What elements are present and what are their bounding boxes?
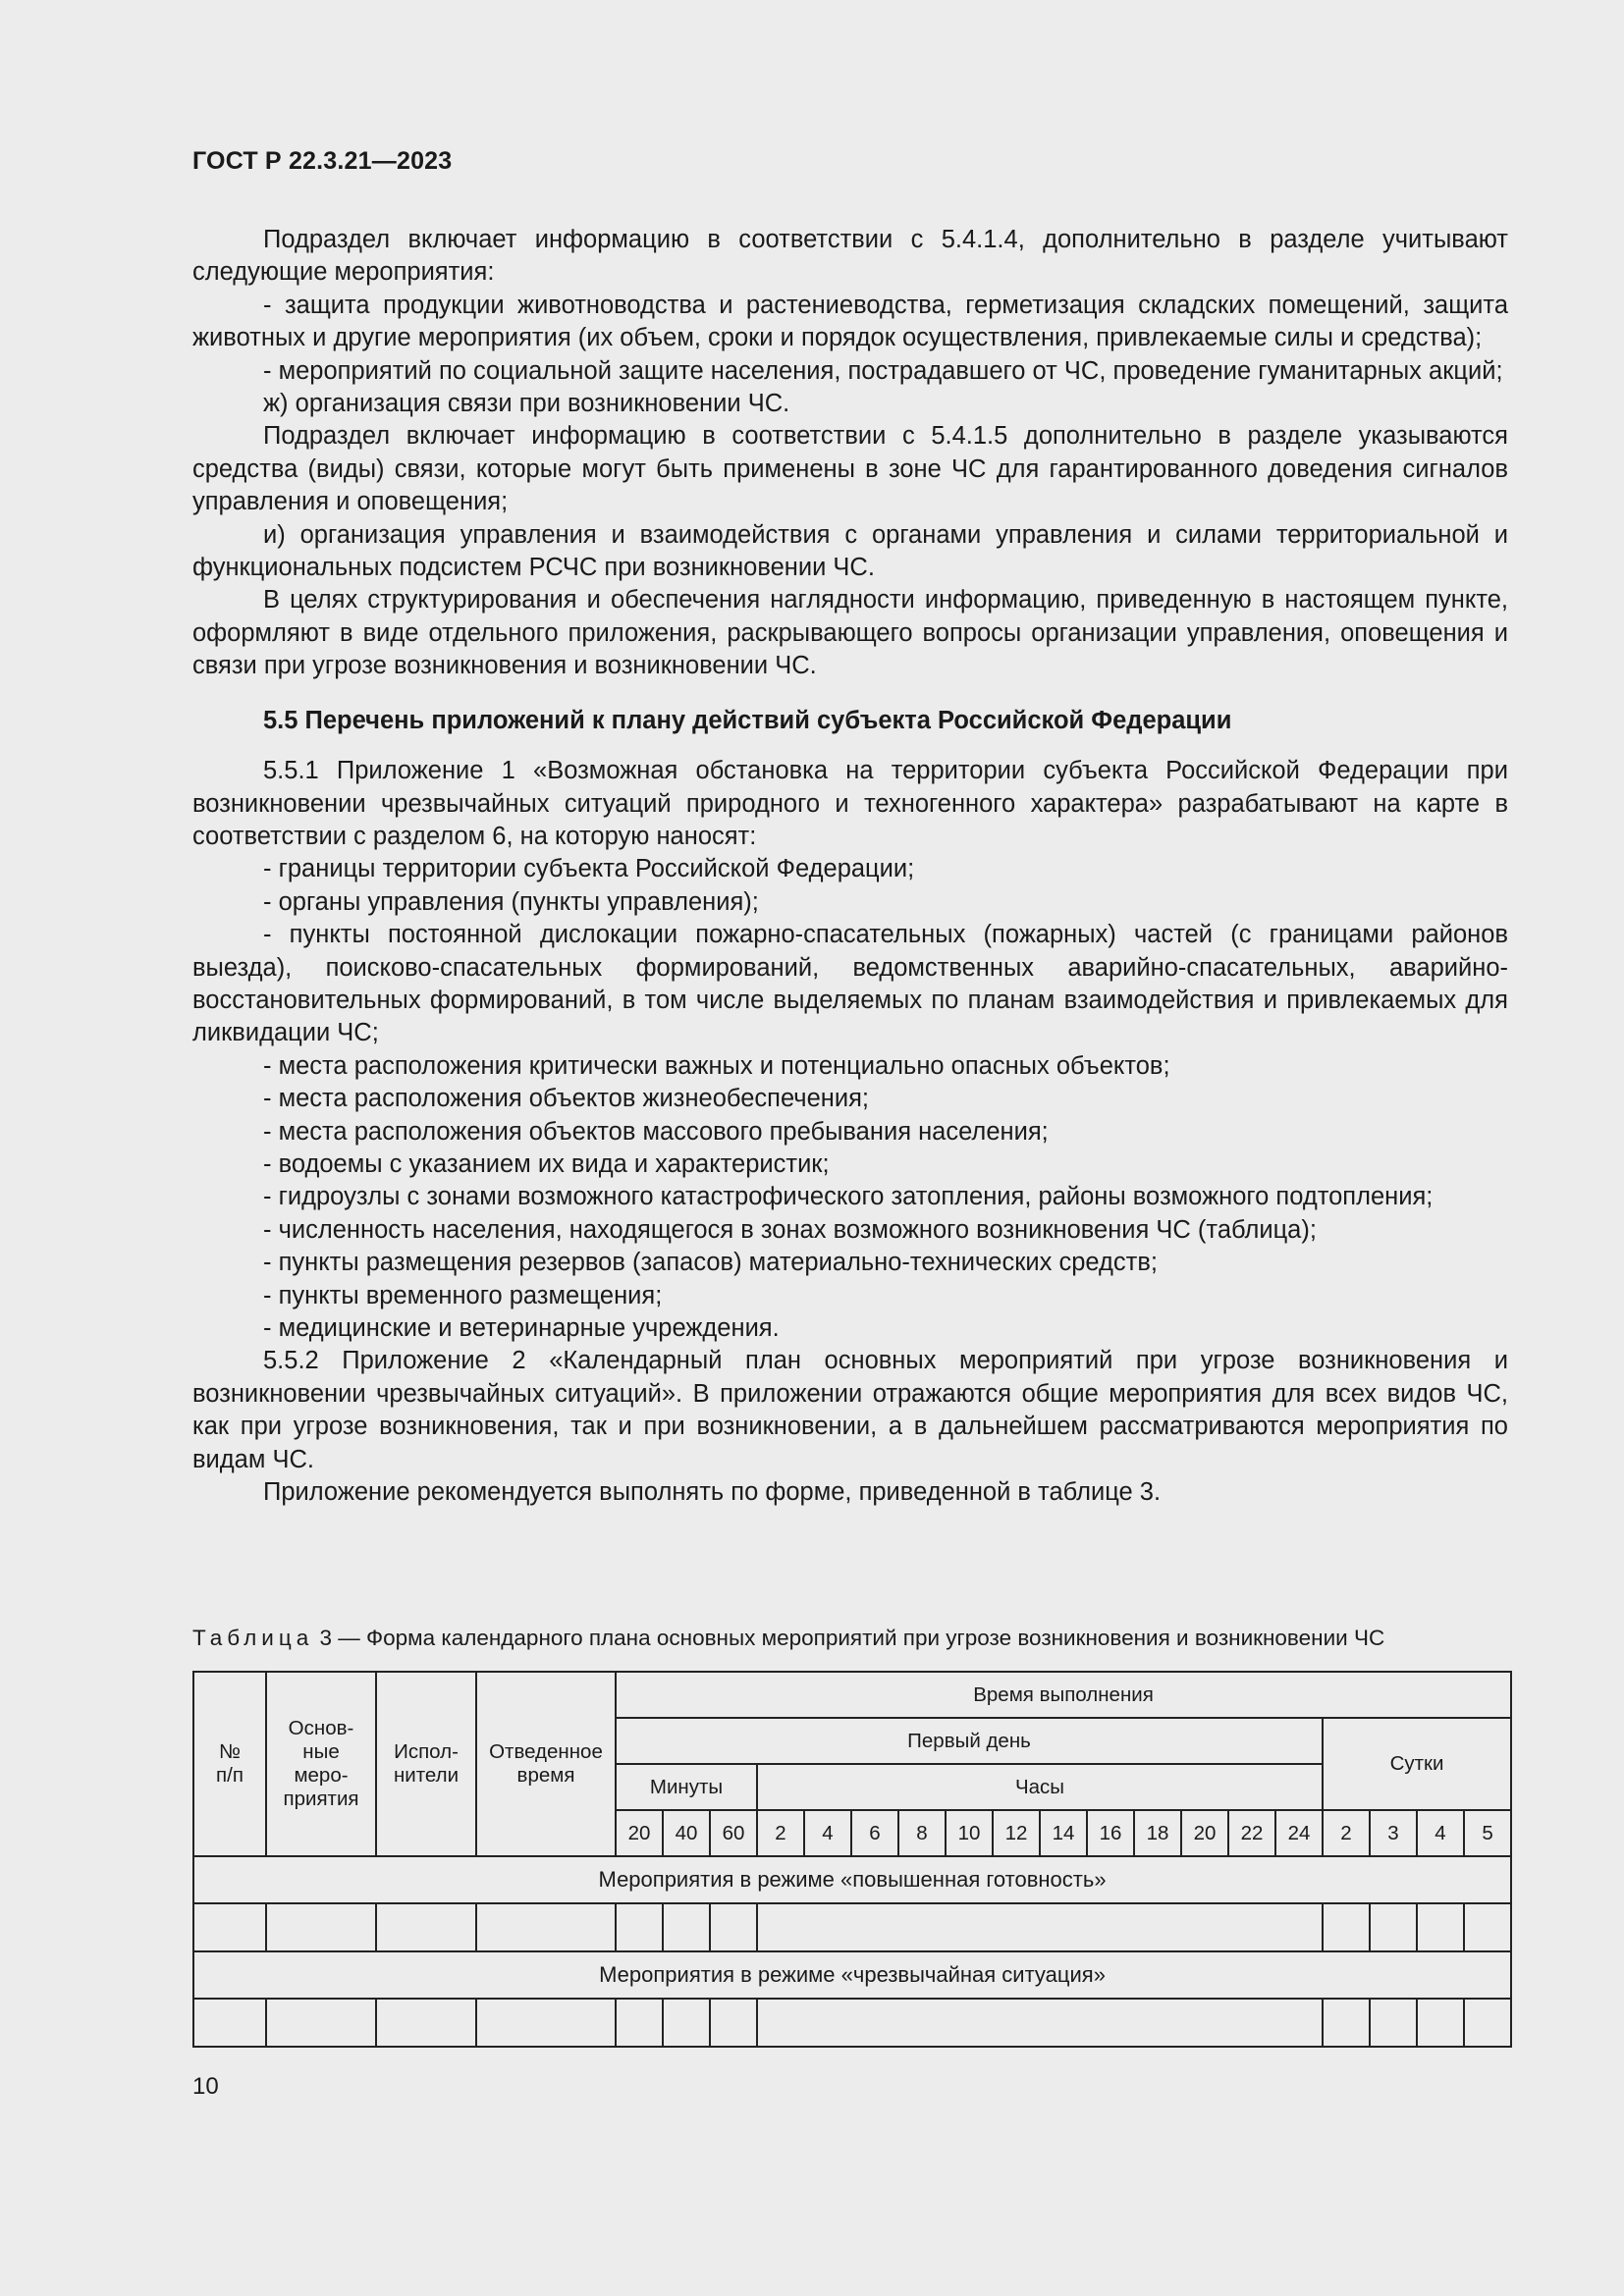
list-item: - места расположения объектов массового пребывания населения; xyxy=(263,1117,1049,1146)
paragraph: В целях структурирования и обеспечения наглядности информацию, приведенную в настоящем пункте, оформляют в виде отдельного приложения, раскрывающего вопросы организации управления, оповещения и связи при угрозе возникновения и возникновении ЧС. xyxy=(192,586,1508,680)
mode-row-emergency: Мероприятия в режиме «чрезвычайная ситуация» xyxy=(193,1951,1511,1999)
hour-cell: 20 xyxy=(1181,1810,1228,1856)
list-item: - места расположения объектов жизнеобеспечения; xyxy=(263,1085,869,1113)
list-item: - места расположения критически важных и потенциально опасных объектов; xyxy=(263,1051,1170,1080)
minute-cell: 20 xyxy=(616,1810,663,1856)
hour-cell: 10 xyxy=(946,1810,993,1856)
day-cell: 5 xyxy=(1464,1810,1511,1856)
header-col-allotted-time: Отведенное время xyxy=(476,1672,616,1856)
list-item: - пункты постоянной дислокации пожарно-спасательных (пожарных) частей (с границами районов выезда), поисково-спасательных формирований, ведомственных аварийно-спасательных, аварийно-восстановительных формирований, в том числе выделяемых по планам взаимодействия и привлекаемых для ликвидации ЧС; xyxy=(192,921,1508,1047)
paragraph: 5.5.1 Приложение 1 «Возможная обстановка на территории субъекта Российской Федерации при возникновении чрезвычайных ситуаций природного и техногенного характера» разрабатывают на карте в соответствии с разделом 6, на которую наносят: xyxy=(192,757,1508,850)
list-item: - защита продукции животноводства и растениеводства, герметизация складских помещений, защита животных и другие мероприятия (их объем, сроки и порядок осуществления, привлекаемые силы и средства); xyxy=(192,291,1508,352)
list-item: - медицинские и ветеринарные учреждения. xyxy=(263,1314,780,1342)
header-days: Сутки xyxy=(1323,1718,1511,1810)
minute-cell: 40 xyxy=(663,1810,710,1856)
header-hours: Часы xyxy=(757,1764,1323,1810)
list-item: и) организация управления и взаимодействия с органами управления и силами территориальной и функциональных подсистем РСЧС при возникновении ЧС. xyxy=(192,520,1508,582)
paragraph: Приложение рекомендуется выполнять по форме, приведенной в таблице 3. xyxy=(263,1478,1162,1507)
hour-cell: 24 xyxy=(1275,1810,1323,1856)
section-title: 5.5 Перечень приложений к плану действий субъекта Российской Федерации xyxy=(263,706,1232,734)
document-code-header: ГОСТ Р 22.3.21—2023 xyxy=(192,147,453,175)
hour-cell: 4 xyxy=(804,1810,851,1856)
table-caption xyxy=(192,1626,1508,1651)
paragraph: Подраздел включает информацию в соответствии с 5.4.1.4, дополнительно в разделе учитывают следующие мероприятия: xyxy=(192,226,1508,287)
hour-cell: 2 xyxy=(757,1810,804,1856)
hour-cell: 12 xyxy=(993,1810,1040,1856)
hour-cell: 22 xyxy=(1228,1810,1275,1856)
mode-row-high-alert: Мероприятия в режиме «повышенная готовность» xyxy=(193,1856,1511,1903)
list-item: - границы территории субъекта Российской Федерации; xyxy=(263,855,915,883)
header-col-number: № п/п xyxy=(193,1672,266,1856)
table-row xyxy=(193,1903,1511,1951)
header-execution-time: Время выполнения xyxy=(616,1672,1511,1718)
minute-cell: 60 xyxy=(710,1810,757,1856)
hour-cell: 18 xyxy=(1134,1810,1181,1856)
table-row xyxy=(193,1999,1511,2047)
header-first-day: Первый день xyxy=(616,1718,1323,1764)
paragraph: Подраздел включает информацию в соответствии с 5.4.1.5 дополнительно в разделе указываются средства (виды) связи, которые могут быть применены в зоне ЧС для гарантированного доведения сигналов управления и оповещения; xyxy=(192,422,1508,516)
day-cell: 3 xyxy=(1370,1810,1417,1856)
header-col-executors: Испол- нители xyxy=(376,1672,476,1856)
list-item: - водоемы с указанием их вида и характеристик; xyxy=(263,1149,830,1178)
list-item: - гидроузлы с зонами возможного катастрофического затопления, районы возможного подтопления; xyxy=(263,1183,1434,1211)
table-caption-text: 3 — Форма календарного плана основных мероприятий при угрозе возникновения и возникновении ЧС xyxy=(313,1626,1385,1650)
table-caption-word: Таблица xyxy=(192,1626,314,1650)
day-cell: 2 xyxy=(1323,1810,1370,1856)
hour-cell: 14 xyxy=(1040,1810,1087,1856)
hour-cell: 8 xyxy=(898,1810,946,1856)
hour-cell: 6 xyxy=(851,1810,898,1856)
header-minutes: Минуты xyxy=(616,1764,757,1810)
hour-cell: 16 xyxy=(1087,1810,1134,1856)
day-cell: 4 xyxy=(1417,1810,1464,1856)
list-item: - пункты размещения резервов (запасов) материально-технических средств; xyxy=(263,1249,1158,1277)
list-item: - пункты временного размещения; xyxy=(263,1281,663,1309)
list-item: - численность населения, находящегося в зонах возможного возникновения ЧС (таблица); xyxy=(263,1215,1317,1244)
list-item: - мероприятий по социальной защите населения, пострадавшего от ЧС, проведение гуманитарных акций; xyxy=(263,356,1503,385)
list-item: - органы управления (пункты управления); xyxy=(263,887,759,916)
page-number: 10 xyxy=(192,2073,219,2100)
header-col-main-activities: Основ- ные меро- приятия xyxy=(266,1672,376,1856)
document-body xyxy=(192,224,1508,1509)
list-item: ж) организация связи при возникновении ЧС. xyxy=(263,390,790,418)
paragraph: 5.5.2 Приложение 2 «Календарный план основных мероприятий при угрозе возникновения и возникновении чрезвычайных ситуаций». В приложении отражаются общие мероприятия для всех видов ЧС, как при угрозе возникновения, так и при возникновении, а в дальнейшем рассматриваются мероприятия по видам ЧС. xyxy=(192,1347,1508,1473)
calendar-plan-table xyxy=(192,1671,1512,2048)
